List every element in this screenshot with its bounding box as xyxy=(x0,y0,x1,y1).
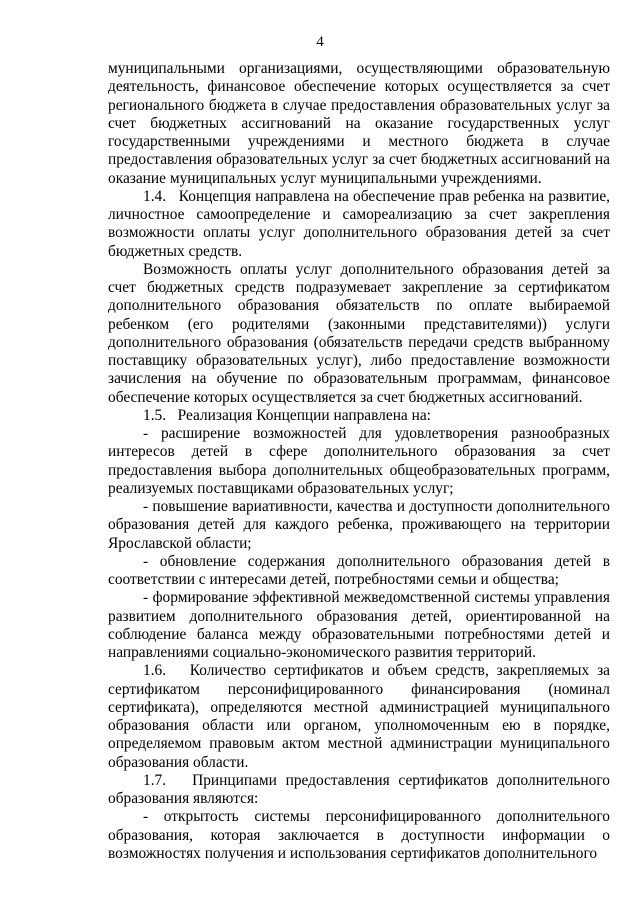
list-item-expansion: - расширение возможностей для удовлетворения разнообразных интересов детей в сфере дополнительного образования за счет предоставления выбора дополнительных общеобразовательных программ, реализуемых поставщиками образовательных услуг; xyxy=(108,425,610,497)
list-item-management-system: - формирование эффективной межведомственной системы управления развитием дополнительного образования детей, ориентированной на соблюдение баланса между образовательными потребностями детей и направлениями социально-экономического развития территорий. xyxy=(108,589,610,661)
paragraph-1-7: 1.7. Принципами предоставления сертификатов дополнительного образования являются: xyxy=(108,771,610,807)
paragraph-continuation: муниципальными организациями, осуществляющими образовательную деятельность, финансовое обеспечение которых осуществляется за счет регионального бюджета в случае предоставления образовательных услуг за счет бюджетных ассигнований на оказание государственных услуг государственными учреждениями и местного бюджета в случае предоставления образовательных услуг за счет бюджетных ассигнований на оказание муниципальных услуг муниципальными учреждениями. xyxy=(108,60,610,187)
paragraph-1-5: 1.5. Реализация Концепции направлена на: xyxy=(143,406,431,424)
paragraph-1-6: 1.6. Количество сертификатов и объем средств, закрепляемых за сертификатом персонифицированного финансирования (номинал сертификата), определяются местной администрацией муниципального образования области или органом, уполномоченным ею в порядке, определяемом правовым актом местной администрации муниципального образования области. xyxy=(108,662,610,771)
list-item-openness: - открытость системы персонифицированного дополнительного образования, которая заключается в доступности информации о возможностях получения и использования сертификатов дополнительного xyxy=(108,808,610,862)
page-number: 4 xyxy=(316,34,324,50)
paragraph-1-4: 1.4. Концепция направлена на обеспечение прав ребенка на развитие, личностное самоопределение и самореализацию за счет закрепления возможности оплаты услуг дополнительного образования детей за счет бюджетных средств. xyxy=(108,187,610,260)
document-body xyxy=(108,60,610,863)
list-item-content-update: - обновление содержания дополнительного образования детей в соответствии с интересами детей, потребностями семьи и общества; xyxy=(108,552,610,588)
list-item-variability: - повышение вариативности, качества и доступности дополнительного образования детей для каждого ребенка, проживающего на территории Ярославской области; xyxy=(108,498,610,552)
paragraph-payment-possibility: Возможность оплаты услуг дополнительного образования детей за счет бюджетных средств подразумевает закрепление за сертификатом дополнительного образования обязательств по оплате выбираемой ребенком (его родителями (законными представителями)) услуги дополнительного образования (обязательств передачи средств выбранному поставщику образовательных услуг), либо предоставление возможности зачисления на обучение по образовательным программам, финансовое обеспечение которых осуществляется за счет бюджетных ассигнований. xyxy=(108,260,610,406)
